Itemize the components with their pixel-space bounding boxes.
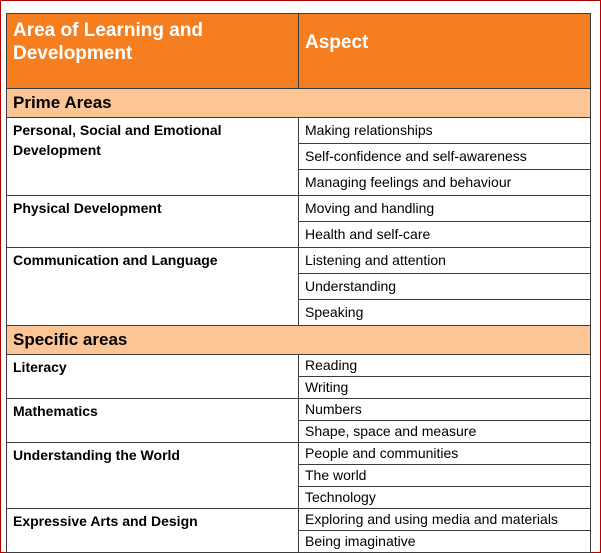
aspect-name: Managing feelings and behaviour <box>299 170 591 196</box>
aspect-name: Health and self-care <box>299 222 591 248</box>
table-row <box>7 443 591 465</box>
area-name: Mathematics <box>7 399 299 443</box>
table-header-row <box>7 14 591 89</box>
table-row <box>7 399 591 421</box>
aspect-name: Moving and handling <box>299 196 591 222</box>
table-row <box>7 355 591 377</box>
area-name: Literacy <box>7 355 299 399</box>
area-name: Physical Development <box>7 196 299 248</box>
table-row <box>7 196 591 222</box>
aspect-name: People and communities <box>299 443 591 465</box>
aspect-name: The world <box>299 465 591 487</box>
table-row <box>7 248 591 274</box>
aspect-name: Exploring and using media and materials <box>299 509 591 531</box>
aspect-name: Reading <box>299 355 591 377</box>
aspect-name: Listening and attention <box>299 248 591 274</box>
learning-areas-table <box>6 13 591 553</box>
area-name: Expressive Arts and Design <box>7 509 299 553</box>
table-row <box>7 118 591 144</box>
section-title: Specific areas <box>7 326 591 355</box>
area-name: Communication and Language <box>7 248 299 326</box>
aspect-name: Numbers <box>299 399 591 421</box>
area-column-header: Area of Learning and Development <box>7 14 299 89</box>
aspect-name: Self-confidence and self-awareness <box>299 144 591 170</box>
table-body <box>7 14 591 553</box>
section-row <box>7 326 591 355</box>
aspect-name: Technology <box>299 487 591 509</box>
section-row <box>7 89 591 118</box>
table-row <box>7 509 591 531</box>
aspect-column-header: Aspect <box>299 14 591 89</box>
area-name: Understanding the World <box>7 443 299 509</box>
section-title: Prime Areas <box>7 89 591 118</box>
area-name: Personal, Social and Emotional Development <box>7 118 299 196</box>
aspect-name: Understanding <box>299 274 591 300</box>
aspect-name: Being imaginative <box>299 531 591 553</box>
aspect-name: Making relationships <box>299 118 591 144</box>
aspect-name: Speaking <box>299 300 591 326</box>
aspect-name: Shape, space and measure <box>299 421 591 443</box>
aspect-name: Writing <box>299 377 591 399</box>
